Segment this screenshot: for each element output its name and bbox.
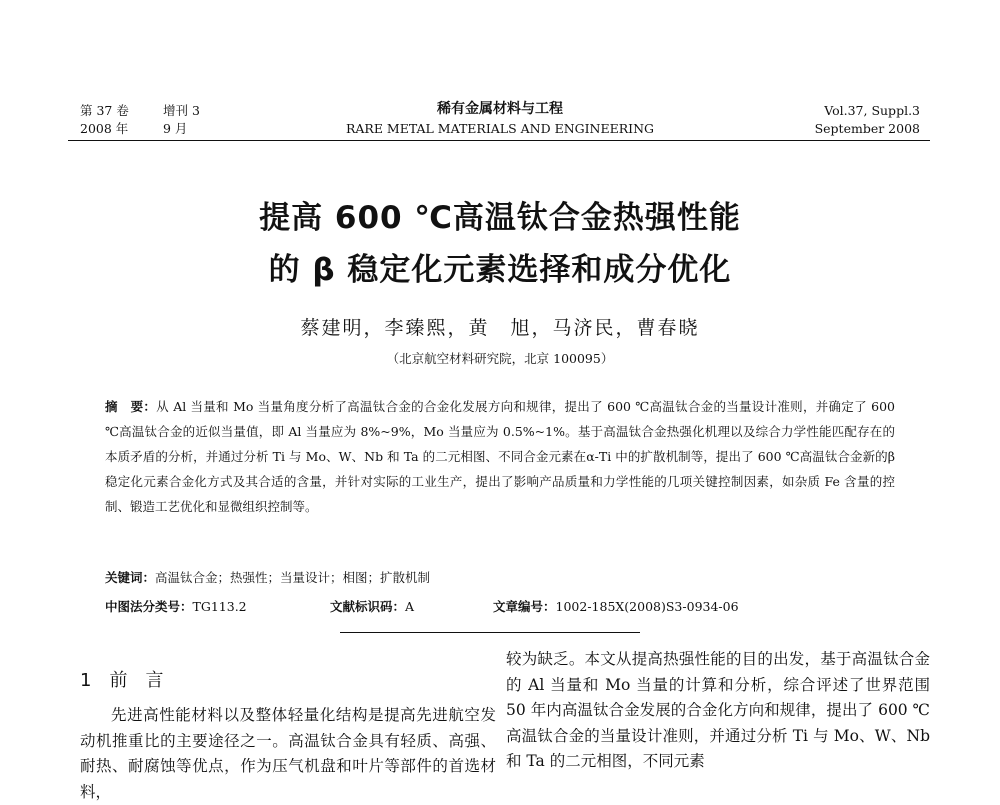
document-code [330,597,414,615]
abstract-text: 从 Al 当量和 Mo 当量角度分析了高温钛合金的合金化发展方向和规律，提出了 600 ℃高温钛合金的当量设计准则，并确定了 600 ℃高温钛合金的近似当量值，即 Al 当量应为 8%~9%，Mo 当量应为 0.5%~1%。基于高温钛合金热强化机理以及综合力学性能匹配存在的本质矛盾的分析，并通过分析 Ti 与 Mo、W、Nb 和 Ta 的二元相图、不同合金元素在α-Ti 中的扩散机制等，提出了 600 ℃高温钛合金新的β稳定化元素合金化方式及其合适的含量，并针对实际的工业生产，提出了影响产品质量和力学性能的几项关键控制因素，如杂质 Fe 含量的控制、锻造工艺优化和显微组织控制等。 [105,399,895,514]
affiliation: （北京航空材料研究院，北京 100095） [386,351,614,366]
header-year: 2008 年 [80,121,129,136]
body-column-left: 先进高性能材料以及整体轻量化结构是提高先进航空发动机推重比的主要途径之一。高温钛合金具有轻质、高强、耐热、耐腐蚀等优点，作为压气机盘和叶片等部件的首选材料， [80,706,496,801]
author-list: 蔡建明，李臻熙，黄 旭，马济民，曹春晓 [300,317,700,339]
document-code-label: 文献标识码： [330,599,406,614]
article-number-label: 文章编号： [493,599,556,614]
header-rule [68,140,930,141]
paper-title-line1: 提高 600 ℃高温钛合金热强性能 [259,200,741,236]
keywords-text: 高温钛合金；热强性；当量设计；相图；扩散机制 [155,570,431,585]
header-volume-en: Vol.37, Suppl.3 [824,103,920,118]
header-date-en: September 2008 [814,121,920,136]
journal-title-en: RARE METAL MATERIALS AND ENGINEERING [345,121,655,136]
document-code-value: A [405,599,415,614]
abstract-separator [340,632,640,633]
keywords [105,568,430,586]
header-month: 9 月 [163,121,188,136]
section-title: 前 言 [109,670,164,691]
body-column-right: 较为缺乏。本文从提高热强性能的目的出发，基于高温钛合金的 Al 当量和 Mo 当量的计算和分析，综合评述了世界范围 50 年内高温钛合金发展的合金化方向和规律，提出了 600 ℃高温钛合金的当量设计准则，并通过分析 Ti 与 Mo、W、Nb 和 Ta 的二元相图，不同元素 [506,650,930,770]
classification-value: TG113.2 [192,599,247,614]
classification-label: 中图法分类号： [105,599,193,614]
journal-title-cn: 稀有金属材料与工程 [437,101,563,117]
classification-code [105,597,247,615]
keywords-label: 关键词： [105,570,156,585]
section-heading [80,666,163,692]
section-number: 1 [80,670,92,691]
header-volume: 第 37 卷 [80,103,129,118]
abstract [105,394,895,519]
abstract-label: 摘 要： [105,399,157,414]
paper-title-line2: 的 β 稳定化元素选择和成分优化 [268,252,732,288]
article-number [493,597,739,615]
article-number-value: 1002-185X(2008)S3-0934-06 [555,599,739,614]
header-supplement: 增刊 3 [163,103,200,118]
